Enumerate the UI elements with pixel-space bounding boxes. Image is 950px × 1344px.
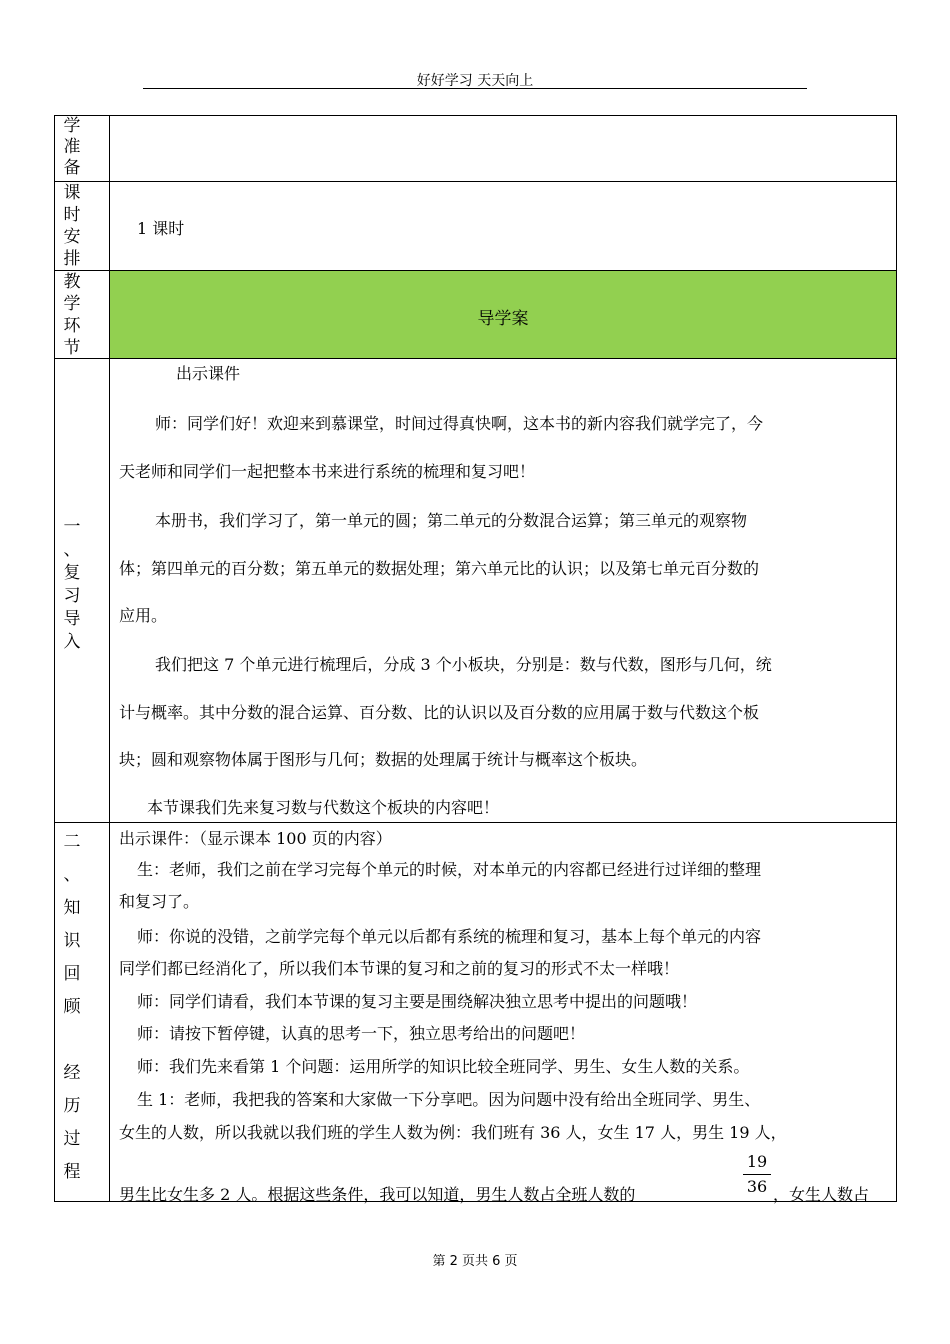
row-label-schedule — [57, 182, 87, 270]
text-line: 计与概率。其中分数的混合运算、百分数、比的认识以及百分数的应用属于数与代数这个板 — [119, 703, 760, 722]
header-rule — [143, 88, 807, 89]
text-line: 师：同学们请看，我们本节课的复习主要是围绕解决独立思考中提出的问题哦！ — [137, 992, 698, 1011]
label-char: 导 — [63, 609, 81, 629]
table-column-divider — [109, 115, 110, 1201]
label-char: 学 — [63, 116, 81, 136]
stage-title: 导学案 — [477, 309, 529, 329]
text-line: 我们把这 7 个单元进行梳理后，分成 3 个小板块，分别是：数与代数，图形与几何，统 — [155, 655, 772, 674]
text-line: ，女生人数占 — [773, 1185, 870, 1204]
row-label-stage — [57, 271, 87, 359]
table-row-border — [54, 270, 897, 271]
table-row-border — [54, 358, 897, 359]
text-line: 女生的人数，所以我就以我们班的学生人数为例：我们班有 36 人，女生 17 人，男生 19 人， — [119, 1123, 787, 1142]
page-footer: 第 2 页共 6 页 — [432, 1254, 518, 1269]
label-char: 备 — [63, 158, 81, 178]
page-header-title: 好好学习 天天向上 — [416, 73, 534, 89]
text-line: 师：请按下暂停键，认真的思考一下，独立思考给出的问题吧！ — [137, 1024, 586, 1043]
label-char: 顾 — [63, 997, 81, 1017]
text-line: 体；第四单元的百分数；第五单元的数据处理；第六单元比的认识；以及第七单元百分数的 — [119, 559, 760, 578]
text-line: 本节课我们先来复习数与代数这个板块的内容吧！ — [147, 798, 500, 817]
table-row-border — [54, 822, 897, 823]
text-line: 生：老师，我们之前在学习完每个单元的时候，对本单元的内容都已经进行过详细的整理 — [137, 860, 762, 879]
label-char: 一 — [63, 517, 81, 537]
label-spacer — [57, 1024, 87, 1057]
text-line: 出示课件：（显示课本 100 页的内容） — [119, 829, 392, 848]
text-line: 块；圆和观察物体属于图形与几何；数据的处理属于统计与概率这个板块。 — [119, 750, 648, 769]
text-line: 应用。 — [119, 606, 168, 625]
fraction-bar — [743, 1174, 771, 1175]
label-char: 程 — [63, 1162, 81, 1182]
text-line: 天老师和同学们一起把整本书来进行系统的梳理和复习吧！ — [119, 462, 536, 481]
text-line: 男生比女生多 2 人。根据这些条件，我可以知道，男生人数占全班人数的 — [119, 1185, 636, 1204]
label-char: 安 — [63, 227, 81, 247]
row-label-knowledge — [57, 826, 87, 1189]
table-row-border — [54, 115, 897, 116]
text-line: 本册书，我们学习了，第一单元的圆；第二单元的分数混合运算；第三单元的观察物 — [155, 511, 748, 530]
label-char: 时 — [63, 205, 81, 225]
label-char: 学 — [63, 294, 81, 314]
label-char: 复 — [63, 563, 81, 583]
label-char: 、 — [63, 865, 81, 885]
label-char: 知 — [63, 898, 81, 918]
text-line: 同学们都已经消化了，所以我们本节课的复习和之前的复习的形式不太一样哦！ — [119, 959, 680, 978]
text-line: 和复习了。 — [119, 892, 200, 911]
label-char: 、 — [63, 540, 81, 560]
fraction-denominator: 36 — [746, 1177, 768, 1196]
label-char: 排 — [63, 249, 81, 269]
label-char: 历 — [63, 1096, 81, 1116]
label-char: 课 — [63, 183, 81, 203]
text-line: 师：我们先来看第 1 个问题：运用所学的知识比较全班同学、男生、女生人数的关系。 — [137, 1057, 750, 1076]
label-char: 习 — [63, 586, 81, 606]
label-char: 准 — [63, 137, 81, 157]
row-label-review-intro — [57, 516, 87, 654]
label-char: 环 — [63, 316, 81, 336]
fraction-numerator: 19 — [746, 1152, 768, 1171]
text-line: 师：你说的没错，之前学完每个单元以后都有系统的梳理和复习，基本上每个单元的内容 — [137, 927, 762, 946]
label-char: 经 — [63, 1063, 81, 1083]
table-row-border — [54, 181, 897, 182]
schedule-value: 1 课时 — [137, 219, 185, 238]
label-char: 入 — [63, 632, 81, 652]
label-char: 教 — [63, 272, 81, 292]
text-line: 生 1：老师，我把我的答案和大家做一下分享吧。因为问题中没有给出全班同学、男生、 — [137, 1090, 761, 1109]
label-char: 识 — [63, 931, 81, 951]
table-border-left — [54, 115, 55, 1201]
fraction-19-36 — [743, 1152, 771, 1197]
text-line: 师：同学们好！欢迎来到慕课堂，时间过得真快啊，这本书的新内容我们就学完了，今 — [155, 414, 764, 433]
table-border-right — [896, 115, 897, 1201]
label-char: 二 — [63, 832, 81, 852]
label-char: 回 — [63, 964, 81, 984]
label-char: 过 — [63, 1129, 81, 1149]
text-line: 出示课件 — [176, 364, 241, 383]
label-char: 节 — [63, 338, 81, 358]
row-label-prep — [57, 116, 87, 179]
